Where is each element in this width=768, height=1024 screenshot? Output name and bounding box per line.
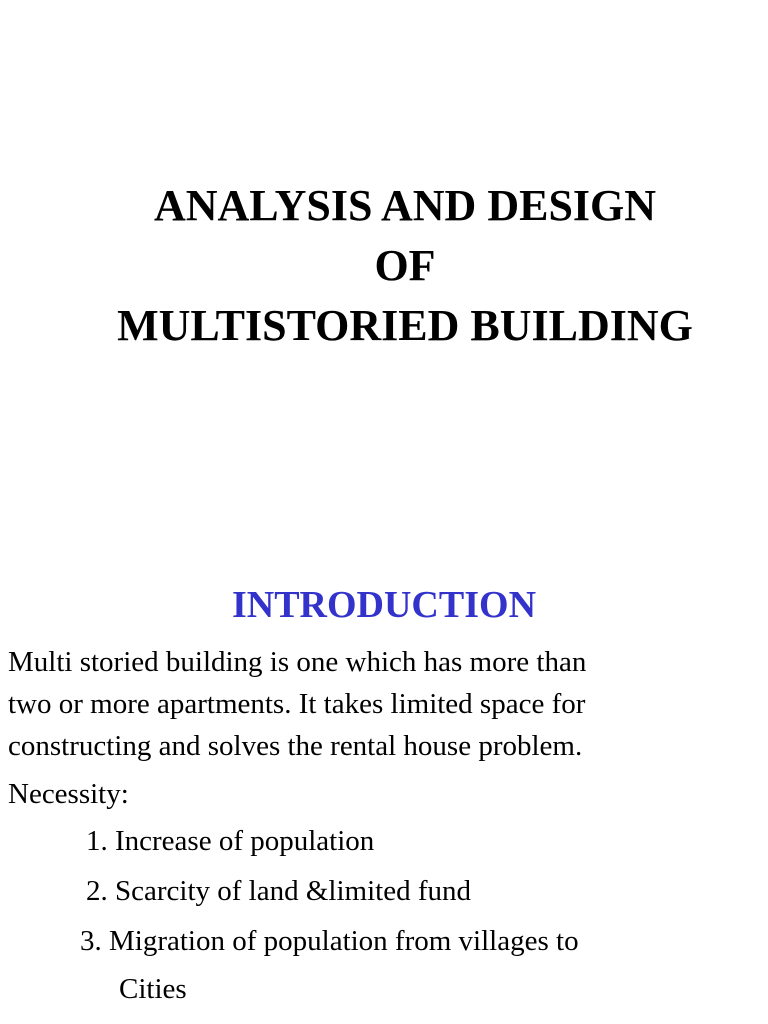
list-item: 2. Scarcity of land &limited fund	[86, 875, 471, 907]
paragraph-line: Multi storied building is one which has more than	[8, 646, 587, 678]
title-line-2: OF	[374, 241, 436, 290]
necessity-label: Necessity:	[8, 778, 129, 810]
document-title	[0, 176, 768, 356]
introduction-paragraph	[8, 641, 748, 767]
title-line-3: MULTISTORIED BUILDING	[117, 301, 693, 350]
paragraph-line: two or more apartments. It takes limited space for	[8, 688, 586, 720]
list-item: 1. Increase of population	[86, 825, 375, 857]
paragraph-line: constructing and solves the rental house problem.	[8, 730, 583, 762]
title-line-1: ANALYSIS AND DESIGN	[153, 181, 657, 230]
list-item-continuation: Cities	[119, 973, 187, 1005]
list-item: 3. Migration of population from villages to	[80, 925, 579, 957]
introduction-heading: INTRODUCTION	[231, 584, 537, 626]
necessity-list	[0, 820, 768, 1018]
